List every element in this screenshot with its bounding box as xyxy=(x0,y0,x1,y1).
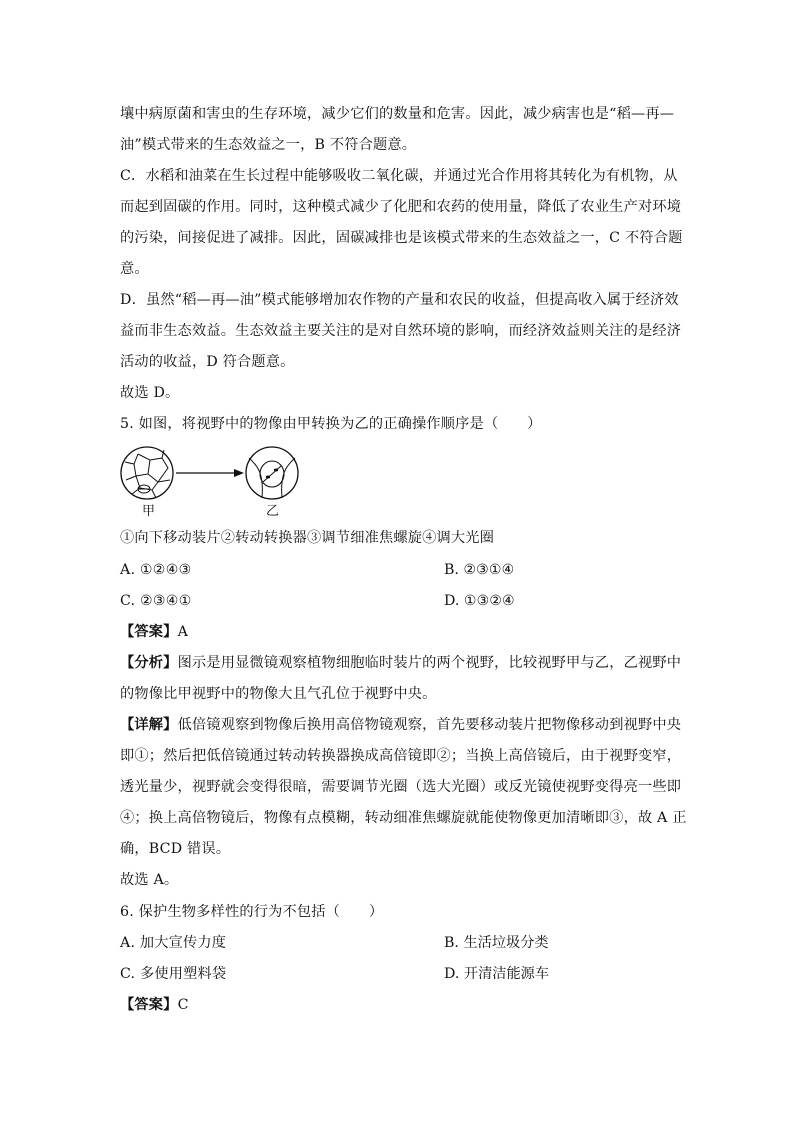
answer-line xyxy=(120,622,188,642)
figure-label-right: 乙 xyxy=(266,504,280,519)
text-line: ④；换上高倍物镜后，物像有点模糊，转动细准焦螺旋就能使物像更加清晰即③，故 A 正 xyxy=(120,810,687,826)
detail-text: 低倍镜观察到物像后换用高倍物镜观察，首先要移动装片把物像移动到视野中央 xyxy=(177,717,682,733)
text-line: 而起到固碳的作用。同时，这种模式减少了化肥和农药的使用量，降低了农业生产对环境 xyxy=(120,199,682,215)
option-b: B. 生活垃圾分类 xyxy=(444,935,549,951)
answer-value: A xyxy=(177,624,189,640)
answer-line xyxy=(120,995,189,1015)
answer-tag: 【答案】 xyxy=(120,997,178,1013)
question-stem: 6. 保护生物多样性的行为不包括（ ） xyxy=(120,904,384,920)
question-stem: 5. 如图，将视野中的物像由甲转换为乙的正确操作顺序是（ ） xyxy=(120,416,542,432)
text-line: 即①；然后把低倍镜通过转动转换器换成高倍镜即②；当换上高倍镜后，由于视野变窄， xyxy=(120,748,682,764)
analysis-line xyxy=(120,653,681,673)
text-line: 故选 D。 xyxy=(120,385,180,401)
analysis-text: 图示是用显微镜观察植物细胞临时装片的两个视野，比较视野甲与乙，乙视野中 xyxy=(177,655,682,671)
option-c: C. 多使用塑料袋 xyxy=(120,966,227,982)
text-line: 的物像比甲视野中的物像大且气孔位于视野中央。 xyxy=(120,686,437,702)
option-b: B. ②③①④ xyxy=(444,562,515,578)
text-line: C．水稻和油菜在生长过程中能够吸收二氧化碳，并通过光合作用将其转化为有机物，从 xyxy=(120,168,678,184)
detail-tag: 【详解】 xyxy=(120,717,178,733)
text-line: 益而非生态效益。生态效益主要关注的是对自然环境的影响，而经济效益则关注的是经济 xyxy=(120,323,682,339)
text-line: 透光量少，视野就会变得很暗，需要调节光圈（选大光圈）或反光镜使视野变得亮一些即 xyxy=(120,779,682,795)
option-c: C. ②③④① xyxy=(120,593,192,609)
answer-value: C xyxy=(177,997,189,1013)
figure-label-left: 甲 xyxy=(142,504,156,519)
analysis-tag: 【分析】 xyxy=(120,655,178,671)
text-line: 的污染，间接促进了减排。因此，固碳减排也是该模式带来的生态效益之一，C 不符合题 xyxy=(120,230,683,246)
text-line: 油”模式带来的生态效益之一，B 不符合题意。 xyxy=(120,137,417,153)
text-line: 确，BCD 错误。 xyxy=(120,841,231,857)
answer-tag: 【答案】 xyxy=(120,624,178,640)
text-line: D．虽然“稻—再—油”模式能够增加农作物的产量和农民的收益，但提高收入属于经济效 xyxy=(120,292,679,308)
transition-arrow xyxy=(176,469,244,477)
option-d: D. 开清洁能源车 xyxy=(444,966,550,982)
field-of-view-right xyxy=(246,447,298,499)
text-line: 意。 xyxy=(120,261,149,277)
option-a: A. 加大宣传力度 xyxy=(120,935,227,951)
detail-line xyxy=(120,715,681,735)
operation-steps: ①向下移动装片②转动转换器③调节细准焦螺旋④调大光圈 xyxy=(120,530,495,546)
text-line: 活动的收益，D 符合题意。 xyxy=(120,354,295,370)
text-line: 壤中病原菌和害虫的生存环境，减少它们的数量和危害。因此，减少病害也是“稻—再— xyxy=(120,106,675,122)
field-of-view-left xyxy=(121,447,173,499)
choice-line: 故选 A。 xyxy=(120,872,179,888)
option-d: D. ①③②④ xyxy=(444,593,515,609)
option-a: A. ①②④③ xyxy=(120,562,192,578)
